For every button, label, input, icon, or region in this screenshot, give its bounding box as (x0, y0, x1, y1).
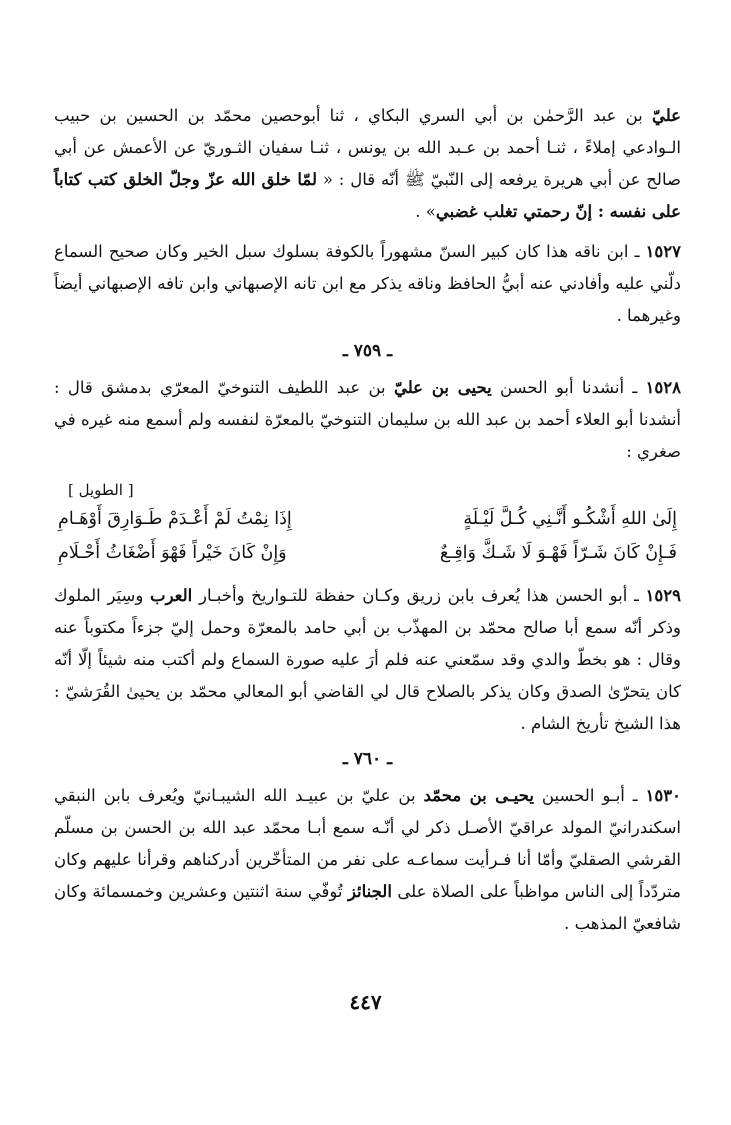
entry-text-middle: بن عليّ بن عبيـد الله الشيبـانيّ ويُعرف بابن النبقي اسكندرانيّ المولد عراقيّ الأصـل ذكر لي أنّـه سمع أبـا محمّد عبد الله بن الحسن بن مسلّم القرشي الصقليّ وأمّا أنا فـرأيت سماعـه على نفر من المتأخّرين أدركناهم وقرأنا عليهم وكان متردّداً إلى الناس مواظباً على الصلاة على (54, 786, 681, 901)
paragraph-hadith (54, 100, 681, 228)
entry-1527 (54, 236, 681, 332)
entry-text-rest: وسِيَر الملوك وذكر أنّه سمع أبا صالح محمّد بن المهذّب بن أبي حامد بالمعرّة وحمل إليّ جزءاً مكتوباً عنه وقال : هو بخطّ والدي وقد سمّعني عنه فلم أرَ عليه صورة السماع ولم أكتب منه شيئاً إلّا أنّه كان يتحرّىٰ الصدق وكان يذكر بالصلاح قال لي القاضي أبو المعالي محمّد بن يحيىٰ القُرَشيّ : هذا الشيخ تأريخ الشام . (54, 586, 681, 733)
entry-1528 (54, 372, 681, 468)
hadith-text: لمّا خلق الله عزّ وجلّ الخلق كتب كتاباً على نفسه : إنّ رحمتي تغلب غضبي (54, 170, 681, 221)
entry-number: ١٥٢٨ (645, 378, 681, 397)
verse-second-hemistich: إِذَا نِمْتُ لَمْ أَعْـدَمْ طَـوَارِقَ أَوْهَـامِ (58, 509, 292, 529)
subject-name: يحيـى بن محمّد (423, 786, 534, 805)
entry-1530 (54, 780, 681, 940)
entry-text: ـ أبـو الحسين (533, 786, 646, 805)
poem-meter: [ الطويل ] (68, 481, 134, 499)
entry-number: ١٥٣٠ (645, 786, 681, 805)
subject-name: يحيى بن عليّ (393, 378, 492, 397)
bold-word: الجنائز (347, 882, 392, 901)
entry-number: ١٥٢٩ (645, 586, 681, 605)
poem-verse (54, 502, 681, 536)
bold-word: العرب (150, 586, 193, 605)
paragraph-text-end: » . (415, 202, 436, 221)
verse-second-hemistich: وَإِنْ كَانَ خَيْراً فَهْوَ أَضْغَاثُ أَحْـلَامِ (58, 543, 287, 563)
verse-first-hemistich: فَـإِنْ كَانَ شَـرّاً فَهْـوَ لَا شَـكَّ وَاقِـعٌ (439, 543, 677, 563)
entry-text: ـ أنشدنا أبو الحسن (491, 378, 646, 397)
entry-1529 (54, 580, 681, 740)
poem-verse (54, 536, 681, 570)
entry-text-end: تُوفّي سنة اثنتين وعشرين وخمسمائة وكان شافعيّ المذهب . (54, 882, 681, 933)
entry-text: ـ أبو الحسن هذا يُعرف بابن زريق وكـان حفظة للتـواريخ وأخبـار (192, 586, 646, 605)
paragraph-text: بن عبد الرَّحمٰن بن أبي السري البكاي ، ثنا أبوحصين محمّد بن الحسين بن حبيب الـوادعي إملاءً ، ثنـا أحمد بن عـبد الله بن يونس ، ثنـا سفيان الثـوريّ عن الأعمش عن أبي صالح عن أبي هريرة يرفعه إلى النّبيّ ﷺ أنّه قال : « (54, 106, 682, 189)
section-number-760: ـ ٧٦٠ ـ (342, 749, 393, 769)
entry-text-rest: بن عبد اللطيف التنوخيّ المعرّي بدمشق قال : أنشدنا أبو العلاء أحمد بن عبد الله بن سليمان التنوخيّ بالمعرّة لنفسه ولم أسمع منه غيره في صغري : (54, 378, 681, 461)
poem (54, 502, 681, 570)
page-number: ٤٤٧ (349, 990, 382, 1014)
bold-name: عليّ (651, 106, 681, 125)
entry-text: ـ ابن ناقه هذا كان كبير السنّ مشهوراً بالكوفة بسلوك سبل الخير وكان صحيح السماع دلّني عليه وأفادني عنه أبيُّ الحافظ وناقه يذكر مع ابن تانه الإصبهاني وابن تافه الإصبهاني أيضاً وغيرهما . (54, 242, 681, 325)
section-number-759: ـ ٧٥٩ ـ (342, 341, 393, 361)
verse-first-hemistich: إِلَىٰ اللهِ أَشْكُـو أَنَّـنِي كُـلَّ لَيْـلَةٍ (463, 509, 677, 529)
entry-number: ١٥٢٧ (645, 242, 681, 261)
